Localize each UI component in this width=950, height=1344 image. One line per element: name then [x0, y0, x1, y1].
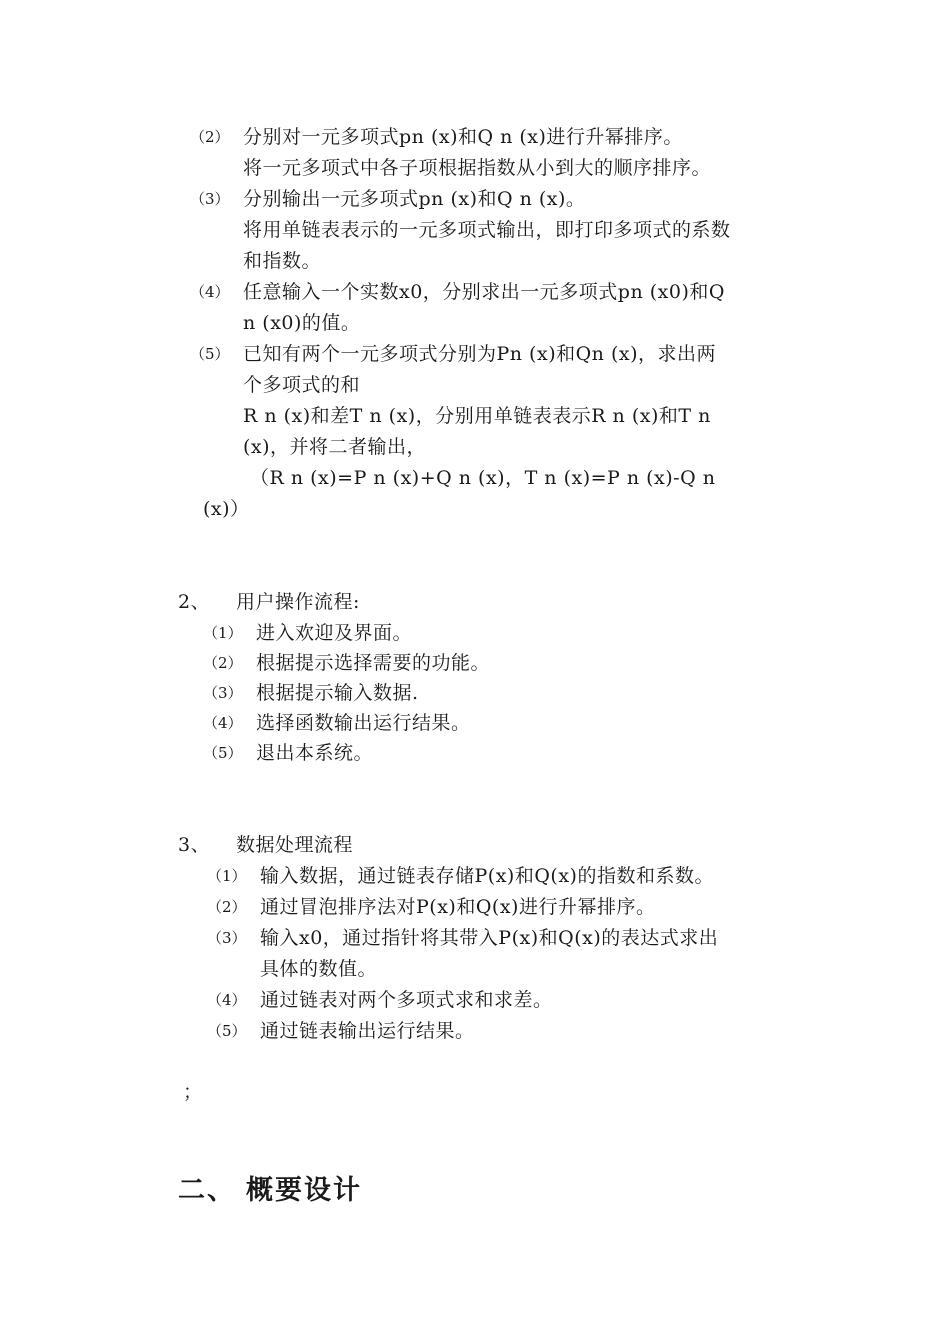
list-item: 通过链表输出运行结果。 — [260, 1020, 475, 1042]
requirement-item-text: 已知有两个一元多项式分别为Pn (x)和Qn (x)，求出两 — [243, 343, 716, 365]
section-number: 3、 — [178, 834, 211, 856]
list-item: 输入数据，通过链表存储P(x)和Q(x)的指数和系数。 — [260, 865, 714, 887]
requirement-item-text: 任意输入一个实数x0，分别求出一元多项式pn (x0)和Q — [243, 281, 725, 303]
stray-mark: ； — [183, 1081, 203, 1103]
requirement-item-text: (x)，并将二者输出， — [243, 436, 427, 458]
list-number: （5） — [190, 345, 230, 363]
list-item: 输入x0，通过指针将其带入P(x)和Q(x)的表达式求出 — [260, 927, 719, 949]
list-number: （5） — [207, 1022, 247, 1040]
requirement-item-text: 分别输出一元多项式pn (x)和Q n (x)。 — [243, 188, 586, 210]
list-item: 通过链表对两个多项式求和求差。 — [260, 989, 553, 1011]
list-number: （2） — [190, 128, 230, 146]
list-item-continued: 具体的数值。 — [260, 958, 378, 980]
list-number: （1） — [207, 867, 247, 885]
section-heading: 数据处理流程 — [236, 834, 354, 856]
section-number: 2、 — [178, 591, 211, 613]
chapter-number: 二、 — [178, 1175, 236, 1206]
list-number: （4） — [207, 991, 247, 1009]
list-number: （3） — [190, 190, 230, 208]
list-item: 通过冒泡排序法对P(x)和Q(x)进行升幂排序。 — [260, 896, 656, 918]
formula-text: （R n (x)=P n (x)+Q n (x)，T n (x)=P n (x)-Q n — [250, 467, 716, 489]
requirement-item-detail: 将用单链表表示的一元多项式输出，即打印多项式的系数 — [243, 219, 731, 241]
list-number: （3） — [203, 684, 243, 702]
list-item: 退出本系统。 — [256, 742, 374, 764]
list-number: （2） — [207, 898, 247, 916]
list-item: 根据提示输入数据. — [256, 682, 419, 704]
list-item: 进入欢迎及界面。 — [256, 622, 413, 644]
list-item: 选择函数输出运行结果。 — [256, 712, 471, 734]
requirement-item-text: 分别对一元多项式pn (x)和Q n (x)进行升幂排序。 — [243, 126, 683, 148]
list-number: （3） — [207, 929, 247, 947]
list-number: （4） — [203, 714, 243, 732]
list-number: （2） — [203, 654, 243, 672]
list-item: 根据提示选择需要的功能。 — [256, 652, 491, 674]
requirement-item-text: 个多项式的和 — [243, 374, 361, 396]
list-number: （5） — [203, 744, 243, 762]
requirement-item-detail: 将一元多项式中各子项根据指数从小到大的顺序排序。 — [243, 157, 712, 179]
chapter-title: 概要设计 — [246, 1175, 362, 1206]
formula-text: (x)） — [203, 498, 250, 520]
list-number: （4） — [190, 283, 230, 301]
requirement-item-text: R n (x)和差T n (x)，分别用单链表表示R n (x)和T n — [243, 405, 711, 427]
section-heading: 用户操作流程: — [236, 591, 360, 613]
requirement-item-detail: 和指数。 — [243, 250, 322, 272]
list-number: （1） — [203, 624, 243, 642]
requirement-item-text: n (x0)的值。 — [243, 312, 361, 334]
